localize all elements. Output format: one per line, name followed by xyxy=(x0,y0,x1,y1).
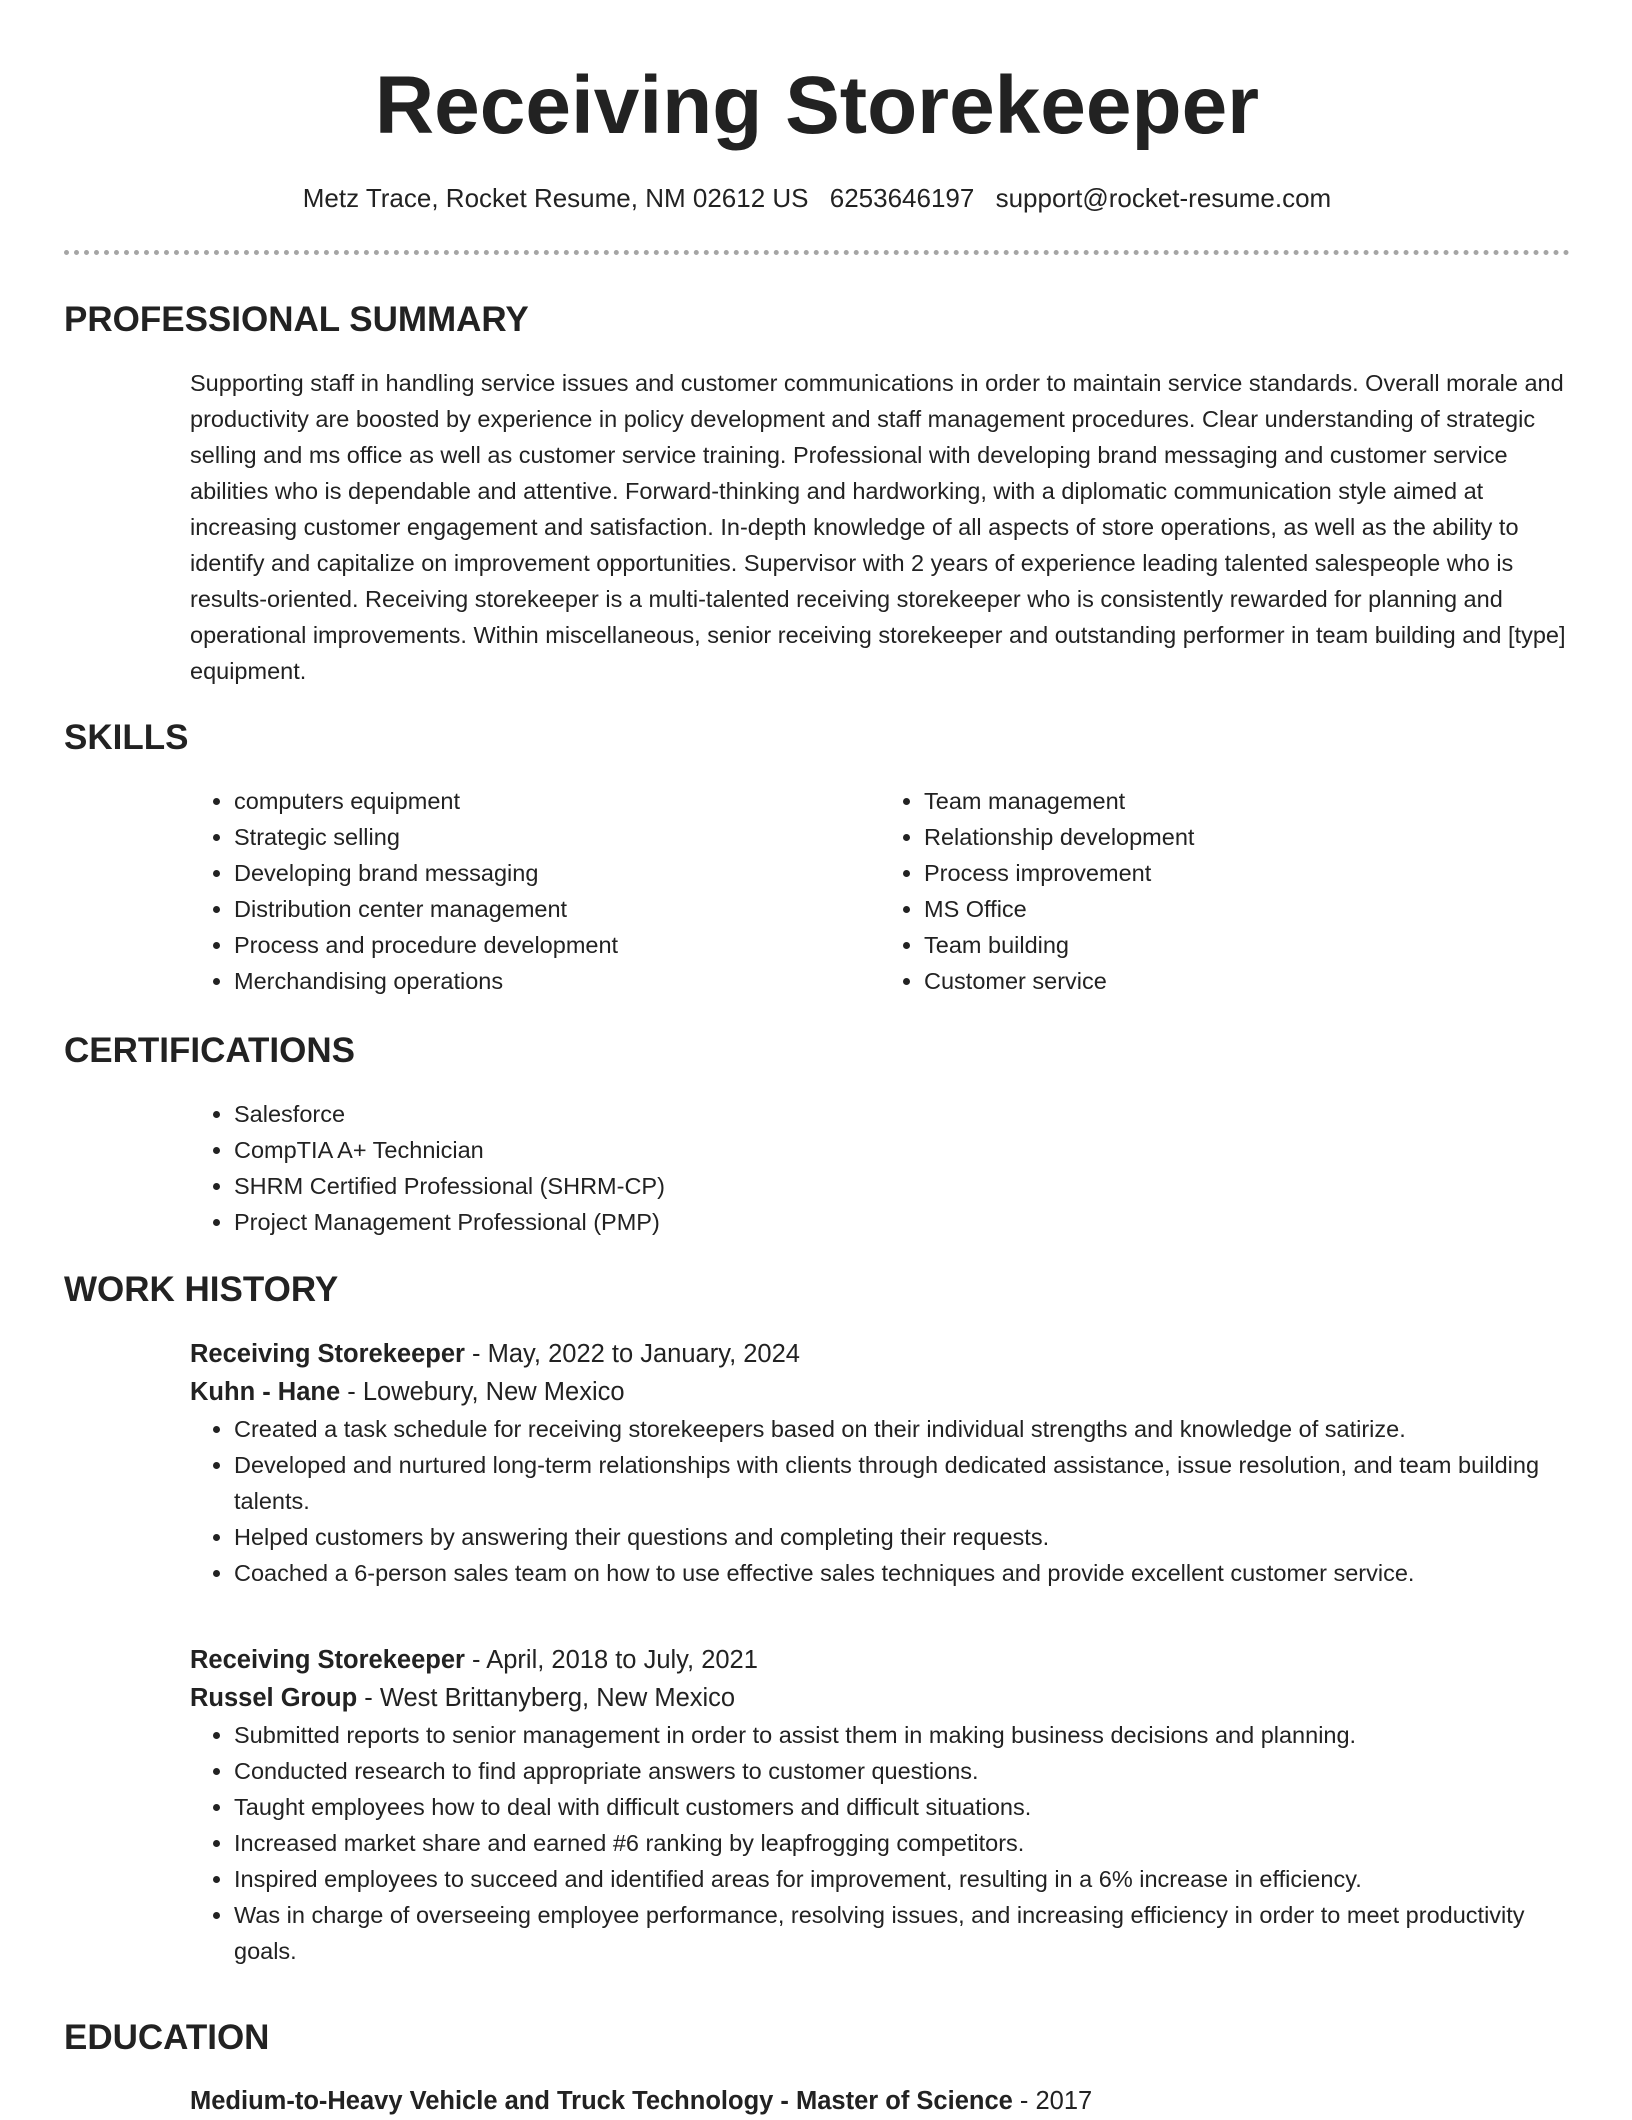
certification-item: • Project Management Professional (PMP) xyxy=(234,1204,1570,1240)
job-company-line xyxy=(190,1373,1570,1411)
header-divider xyxy=(64,250,1570,255)
job-bullets xyxy=(190,1411,1570,1591)
skills-grid xyxy=(190,783,1570,999)
skills-block xyxy=(190,783,1570,999)
certification-item: • CompTIA A+ Technician xyxy=(234,1132,1570,1168)
skill-item: • Team building xyxy=(924,927,1570,963)
job-bullet: • Taught employees how to deal with difficult customers and difficult situations. xyxy=(234,1789,1570,1825)
education-line xyxy=(190,2082,1570,2120)
certification-item: • Salesforce xyxy=(234,1096,1570,1132)
skill-item: • Distribution center management xyxy=(234,891,880,927)
certifications-heading: CERTIFICATIONS xyxy=(64,1031,356,1070)
job-bullet: • Conducted research to find appropriate answers to customer questions. xyxy=(234,1753,1570,1789)
skills-list-right xyxy=(880,783,1570,999)
summary-text: Supporting staff in handling service issues and customer communications in order to maintain service standards. Overall morale and productivity are boosted by experience in policy development and staff management procedures. Clear understanding of strategic selling and ms office as well as customer service training. Professional with developing brand messaging and customer service abilities who is dependable and attentive. Forward-thinking and hardworking, with a diplomatic communication style aimed at increasing customer engagement and satisfaction. In-depth knowledge of all aspects of store operations, as well as the ability to identify and capitalize on improvement opportunities. Supervisor with 2 years of experience leading talented salespeople who is results-oriented. Receiving storekeeper is a multi-talented receiving storekeeper who is consistently rewarded for planning and operational improvements. Within miscellaneous, senior receiving storekeeper and outstanding performer in team building and [type] equipment. xyxy=(190,370,1566,684)
job-location: - Lowebury, New Mexico xyxy=(340,1378,625,1406)
job-dates: - April, 2018 to July, 2021 xyxy=(464,1646,758,1674)
certifications-list xyxy=(190,1096,1570,1240)
education-year: - 2017 xyxy=(1012,2087,1093,2115)
contact-email: support@rocket-resume.com xyxy=(995,183,1332,213)
job-bullet: • Was in charge of overseeing employee performance, resolving issues, and increasing efficiency in order to meet productivity goals. xyxy=(234,1897,1570,1969)
job-bullet: • Submitted reports to senior management in order to assist them in making business decisions and planning. xyxy=(234,1717,1570,1753)
skill-item: • Team management xyxy=(924,783,1570,819)
education-block xyxy=(190,2082,1570,2120)
job-dates: - May, 2022 to January, 2024 xyxy=(464,1340,800,1368)
job-title-line xyxy=(190,1641,1570,1679)
job-location: - West Brittanyberg, New Mexico xyxy=(357,1684,736,1712)
job-bullet: • Created a task schedule for receiving storekeepers based on their individual strengths and knowledge of satirize. xyxy=(234,1411,1570,1447)
certifications-block xyxy=(190,1096,1570,1240)
summary-heading: PROFESSIONAL SUMMARY xyxy=(64,300,529,339)
job-bullets xyxy=(190,1717,1570,1969)
job-bullet: • Helped customers by answering their questions and completing their requests. xyxy=(234,1519,1570,1555)
job-entry xyxy=(190,1641,1570,1969)
resume-name: Receiving Storekeeper xyxy=(374,60,1260,151)
skill-item: • Process improvement xyxy=(924,855,1570,891)
job-title: Receiving Storekeeper xyxy=(190,1646,465,1674)
skill-item: • computers equipment xyxy=(234,783,880,819)
skill-item: • MS Office xyxy=(924,891,1570,927)
contact-line xyxy=(64,180,1570,216)
certification-item: • SHRM Certified Professional (SHRM-CP) xyxy=(234,1168,1570,1204)
job-entry xyxy=(190,1335,1570,1591)
job-bullet: • Inspired employees to succeed and identified areas for improvement, resulting in a 6% increase in efficiency. xyxy=(234,1861,1570,1897)
skills-list-left xyxy=(190,783,880,999)
skill-item: • Process and procedure development xyxy=(234,927,880,963)
job-title: Receiving Storekeeper xyxy=(190,1340,465,1368)
education-heading: EDUCATION xyxy=(64,2018,270,2057)
job-title-line xyxy=(190,1335,1570,1373)
job-bullet: • Coached a 6-person sales team on how to use effective sales techniques and provide excellent customer service. xyxy=(234,1555,1570,1591)
job-company: Kuhn - Hane xyxy=(190,1378,341,1406)
job-company-line xyxy=(190,1679,1570,1717)
skill-item: • Merchandising operations xyxy=(234,963,880,999)
work-heading: WORK HISTORY xyxy=(64,1270,339,1309)
job-company: Russel Group xyxy=(190,1684,358,1712)
contact-address: Metz Trace, Rocket Resume, NM 02612 US xyxy=(302,183,809,213)
skill-item: • Customer service xyxy=(924,963,1570,999)
job-bullet: • Developed and nurtured long-term relationships with clients through dedicated assistance, issue resolution, and team building talents. xyxy=(234,1447,1570,1519)
job-bullet: • Increased market share and earned #6 ranking by leapfrogging competitors. xyxy=(234,1825,1570,1861)
skill-item: • Relationship development xyxy=(924,819,1570,855)
skills-heading: SKILLS xyxy=(64,718,189,757)
education-degree: Medium-to-Heavy Vehicle and Truck Technology - Master of Science xyxy=(190,2087,1013,2115)
skill-item: • Developing brand messaging xyxy=(234,855,880,891)
contact-phone: 6253646197 xyxy=(829,183,975,213)
skill-item: • Strategic selling xyxy=(234,819,880,855)
